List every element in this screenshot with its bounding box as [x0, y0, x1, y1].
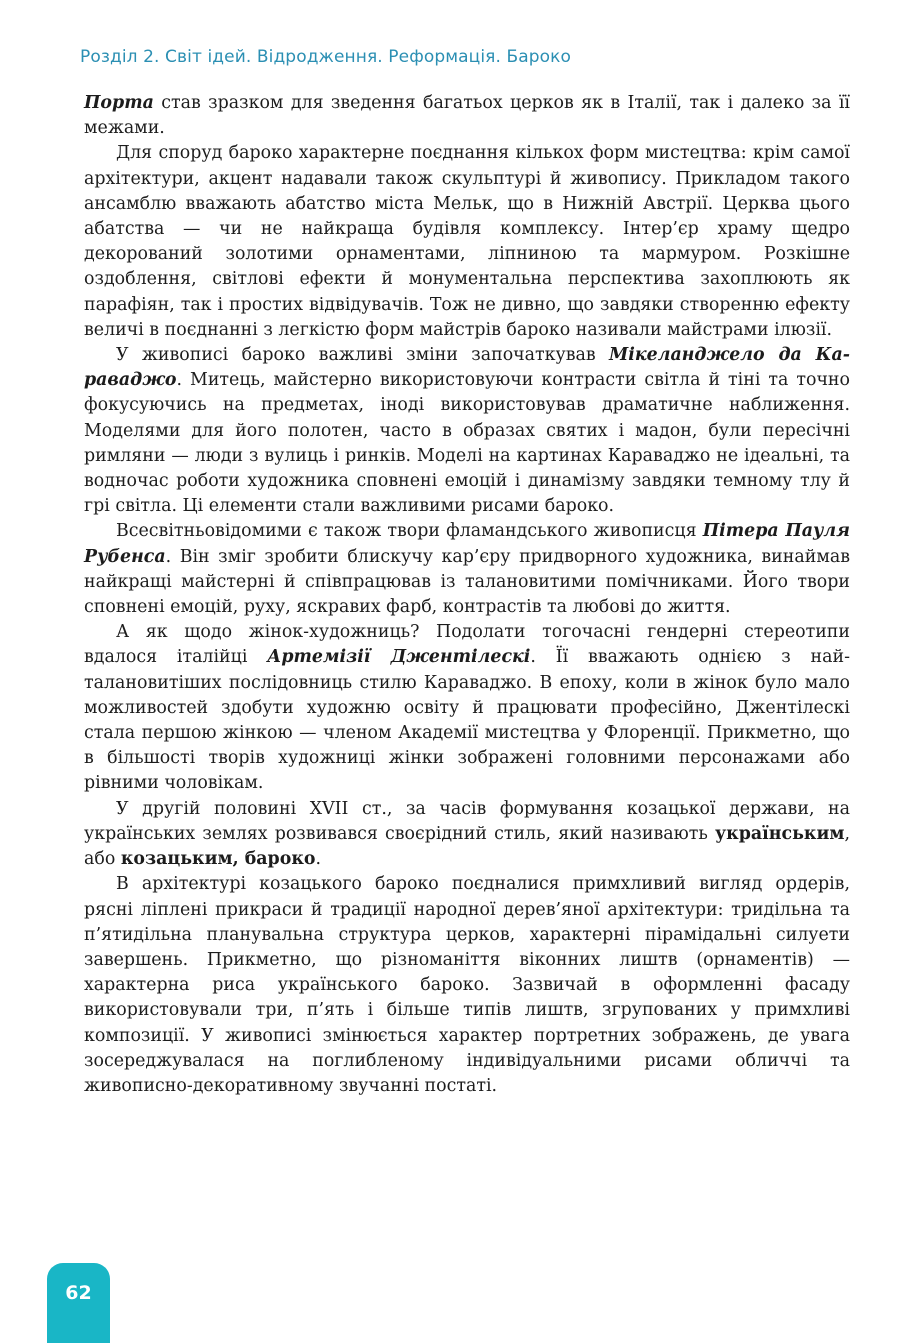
emphasis-text: Порта — [84, 93, 154, 113]
emphasis-text: Артемізії Джентілескі — [267, 647, 531, 668]
page-number: 62 — [65, 1282, 92, 1304]
paragraph — [84, 519, 850, 620]
bold-term: козацьким, бароко — [120, 849, 316, 870]
text-run: У другій половині XVII ст., за часів формування козацької держави, на українських землях розвивався своєрідний стиль, який називають — [84, 798, 850, 844]
text-run: В архітектурі козацького бароко поєдналися примхливий вигляд ордерів, рясні ліплені прикраси й традиції народної дерев’яної архітектури: тридільна та п’ятидільна планувальна структура церков, характерні пірамідальні силуети завершень. Прикметно, що різноманіття віконних лиштв (орнаментів) — характерна риса українського бароко. Зазвичай в оформленні фасаду використовували три, п’ять і більше типів лиштв, згрупованих у примхливі композиції. У живописі змінюється характер портретних зображень, де увага зосереджувалася на поглибленому індивідуальними рисами обличчі та живописно-декоративному звучанні постаті. — [84, 874, 850, 1096]
text-run: А як щодо жінок-художниць? Подолати тогочасні гендерні стереотипи вдалося італійці — [84, 622, 850, 668]
text-run: У живописі бароко важливі зміни започаткував — [116, 345, 610, 366]
body-text — [84, 91, 850, 1099]
text-run: Всесвітньовідомими є також твори фламандського живописця — [116, 521, 703, 542]
paragraph — [84, 91, 850, 141]
text-run: став зразком для зведення багатьох церков як в Італії, так і далеко за її межами. — [84, 93, 850, 139]
text-run: . — [315, 849, 322, 870]
emphasis-text: Мікеланджело да Караваджо — [84, 345, 850, 391]
paragraph — [84, 620, 850, 796]
paragraph — [84, 872, 850, 1099]
paragraph — [84, 343, 850, 519]
paragraph — [84, 141, 850, 343]
running-header: Розділ 2. Світ ідей. Відродження. Реформація. Бароко — [80, 47, 572, 67]
emphasis-text: Пітера Пауля Рубенса — [84, 521, 850, 567]
text-run: Для споруд бароко характерне поєднання кількох форм мистецтва: крім самої архітектури, акцент надавали також скульптурі й живопису. Прикладом такого ансамблю вважають абатство міста Мельк, що в Нижній Австрії. Церква цього абатства — чи не найкраща будівля комплексу. Інтер’єр храму щедро декорований золотими орнаментами, ліпниною та мармуром. Розкішне оздоблення, світлові ефекти й монументальна перспектива захоплюють як парафіян, так і простих відвідувачів. Тож не дивно, що завдяки створенню ефекту величі в поєднанні з легкістю форм майстрів бароко називали майстрами ілюзії. — [84, 143, 850, 340]
text-run: , або — [84, 823, 850, 870]
text-run: . Митець, майстерно використовуючи контрасти світла й тіні та точно фокусуючись на предметах, іноді використовував драматичне наближення. Моделями для його полотен, часто в образах святих і мадон, були пересічні римляни — люди з вулиць і ринків. Моделі на картинах Караваджо не ідеальні, та водночас роботи художника сповнені емоцій і динамізму завдяки темному тлу й грі світла. Ці елементи стали важливими рисами бароко. — [84, 370, 850, 517]
paragraph — [84, 797, 850, 873]
page-number-badge — [47, 1263, 110, 1343]
text-run: . Її вважають однією з найталановитіших послідовниць стилю Караваджо. В епоху, коли в жінок було мало можливостей здобути художню освіту й працювати професійно, Джентілескі стала першою жінкою — членом Академії мистецтва у Флоренції. Прикметно, що в більшості творів художниці жінки зображені головними персонажами або рівними чоловікам. — [84, 647, 850, 794]
bold-term: українським — [715, 823, 845, 844]
text-run: . Він зміг зробити блискучу кар’єру придворного художника, винаймав найкращі майстерні й співпрацював із талановитими помічниками. Його твори сповнені емоцій, руху, яскравих фарб, контрастів та любові до життя. — [84, 546, 850, 618]
